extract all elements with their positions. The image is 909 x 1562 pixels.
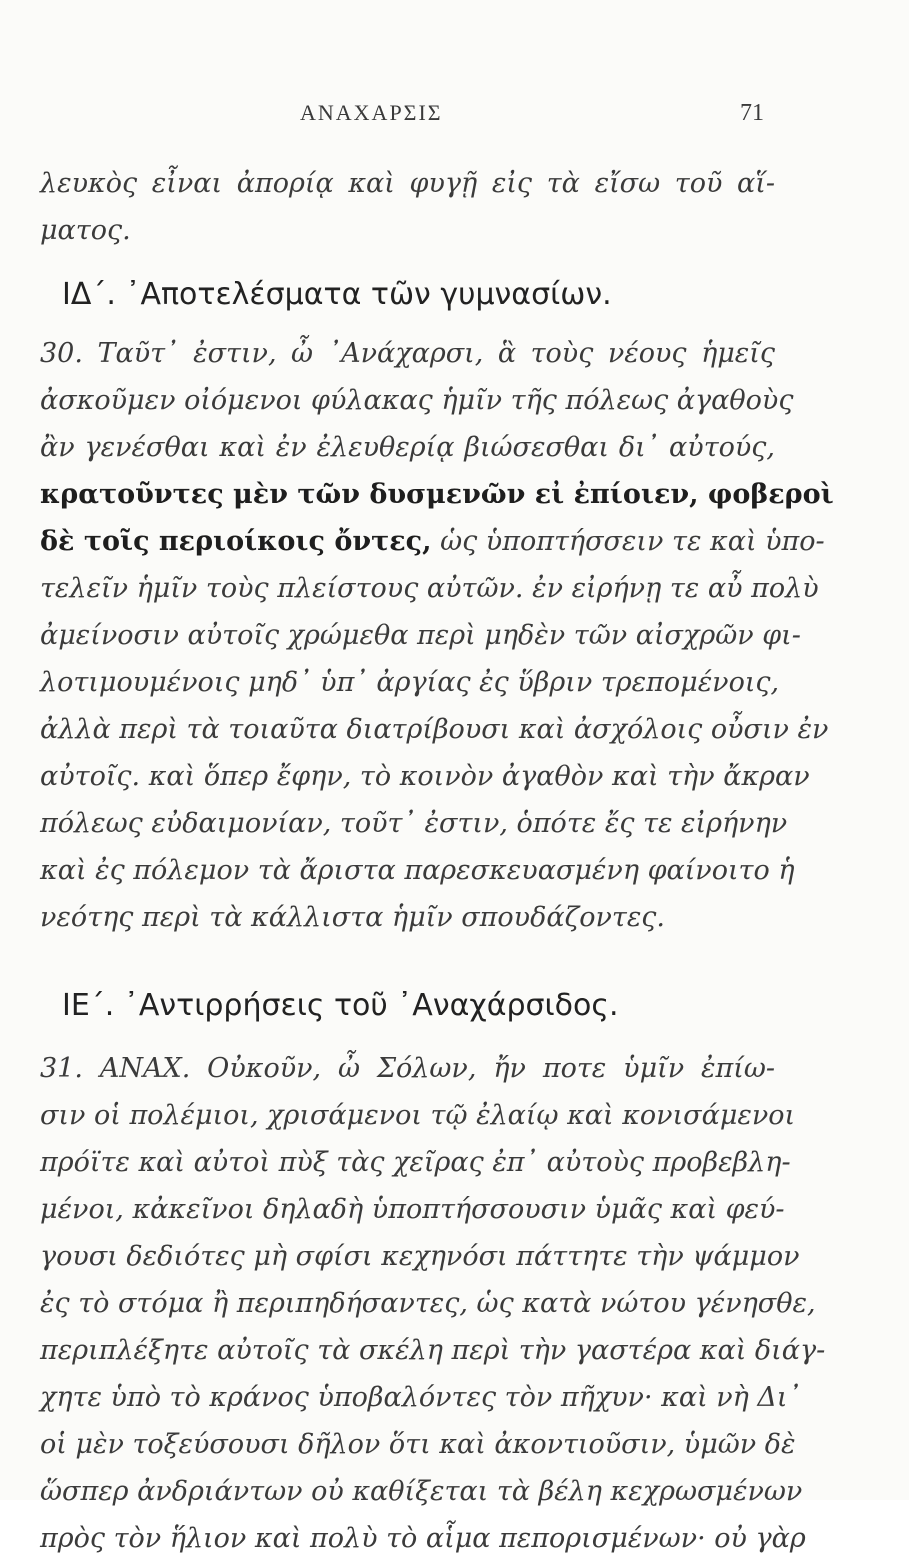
- text-line: ἀμείνοσιν αὐτοῖς χρώμεθα περὶ μηδὲν τῶν αἰσχρῶν φι-: [40, 620, 801, 651]
- text-line: καὶ ἐς πόλεμον τὰ ἄριστα παρεσκευασμένη φαίνοιτο ἡ: [40, 855, 795, 886]
- text-line: νεότης περὶ τὰ κάλλιστα ἡμῖν σπουδάζοντες.: [40, 902, 666, 933]
- text-line: πρόϊτε καὶ αὐτοὶ πὺξ τὰς χεῖρας ἐπ᾿ αὐτοὺς προβεβλη-: [40, 1147, 791, 1178]
- bold-phrase: δὲ τοῖς περιοίκοις ὄντες,: [40, 526, 432, 557]
- text-line: γουσι δεδιότες μὴ σφίσι κεχηνόσι πάττητε τὴν ψάμμον: [40, 1241, 800, 1272]
- text-line: 30. Ταῦτ᾿ ἐστιν, ὦ ᾿Ανάχαρσι, ἃ τοὺς νέους ἡμεῖς: [40, 338, 775, 369]
- text-line: τελεῖν ἡμῖν τοὺς πλείστους αὐτῶν. ἐν εἰρήνῃ τε αὖ πολὺ: [40, 573, 819, 604]
- plain-phrase: ὡς ὑποπτήσσειν τε καὶ ὑπο-: [431, 526, 825, 557]
- text-line: σιν οἱ πολέμιοι, χρισάμενοι τῷ ἐλαίῳ καὶ κονισάμενοι: [40, 1100, 796, 1131]
- page-number: 71: [740, 100, 764, 126]
- text-line: λευκὸς εἶναι ἀπορίᾳ καὶ φυγῇ εἰς τὰ εἴσω τοῦ αἵ-: [40, 168, 775, 199]
- text-line: λοτιμουμένοις μηδ᾿ ὑπ᾿ ἀργίας ἐς ὕβριν τρεπομένοις,: [40, 667, 780, 698]
- text-line: ἂν γενέσθαι καὶ ἐν ἐλευθερίᾳ βιώσεσθαι δι᾿ αὐτούς,: [40, 432, 775, 463]
- text-line: οἱ μὲν τοξεύσουσι δῆλον ὅτι καὶ ἀκοντιοῦσιν, ὑμῶν δὲ: [40, 1429, 796, 1460]
- text-line: χητε ὑπὸ τὸ κράνος ὑποβαλόντες τὸν πῆχυν· καὶ νὴ Δι᾿: [40, 1382, 801, 1413]
- text-line: πόλεως εὐδαιμονίαν, τοῦτ᾿ ἐστιν, ὁπότε ἔς τε εἰρήνην: [40, 808, 788, 839]
- text-line: ὥσπερ ἀνδριάντων οὐ καθίξεται τὰ βέλη κεχρωσμένων: [40, 1476, 803, 1507]
- text-block: [40, 160, 834, 1562]
- text-line: ματος.: [40, 215, 131, 246]
- text-line: πρὸς τὸν ἥλιον καὶ πολὺ τὸ αἷμα πεπορισμένων· οὐ γὰρ: [40, 1523, 806, 1554]
- text-line-mixed: [40, 518, 825, 565]
- running-title: ΑΝΑΧΑΡΣΙΣ: [300, 100, 443, 125]
- text-line: περιπλέξητε αὐτοῖς τὰ σκέλη περὶ τὴν γαστέρα καὶ διάγ-: [40, 1335, 826, 1366]
- bold-phrase: κρατοῦντες μὲν τῶν δυσμενῶν εἰ ἐπίοιεν, φοβεροὶ: [40, 479, 834, 510]
- text-line: ἀλλὰ περὶ τὰ τοιαῦτα διατρίβουσι καὶ ἀσχόλοις οὖσιν ἐν: [40, 714, 829, 745]
- text-line-bold: [40, 471, 834, 518]
- text-line: μένοι, κἀκεῖνοι δηλαδὴ ὑποπτήσσουσιν ὑμᾶς καὶ φεύ-: [40, 1194, 785, 1225]
- text-line: ἀσκοῦμεν οἰόμενοι φύλακας ἡμῖν τῆς πόλεως ἀγαθοὺς: [40, 385, 794, 416]
- section-heading-14: ΙΔ΄. ᾿Αποτελέσματα τῶν γυμνασίων.: [62, 277, 612, 312]
- running-head: [0, 100, 909, 140]
- section-heading-15: ΙΕ΄. ᾿Αντιρρήσεις τοῦ ᾿Αναχάρσιδος.: [62, 988, 619, 1023]
- text-line: ἐς τὸ στόμα ἢ περιπηδήσαντες, ὡς κατὰ νώτου γένησθε,: [40, 1288, 816, 1319]
- text-line: αὐτοῖς. καὶ ὅπερ ἔφην, τὸ κοινὸν ἀγαθὸν καὶ τὴν ἄκραν: [40, 761, 810, 792]
- text-line: 31. ΑΝΑΧ. Οὐκοῦν, ὦ Σόλων, ἤν ποτε ὑμῖν ἐπίω-: [40, 1053, 775, 1084]
